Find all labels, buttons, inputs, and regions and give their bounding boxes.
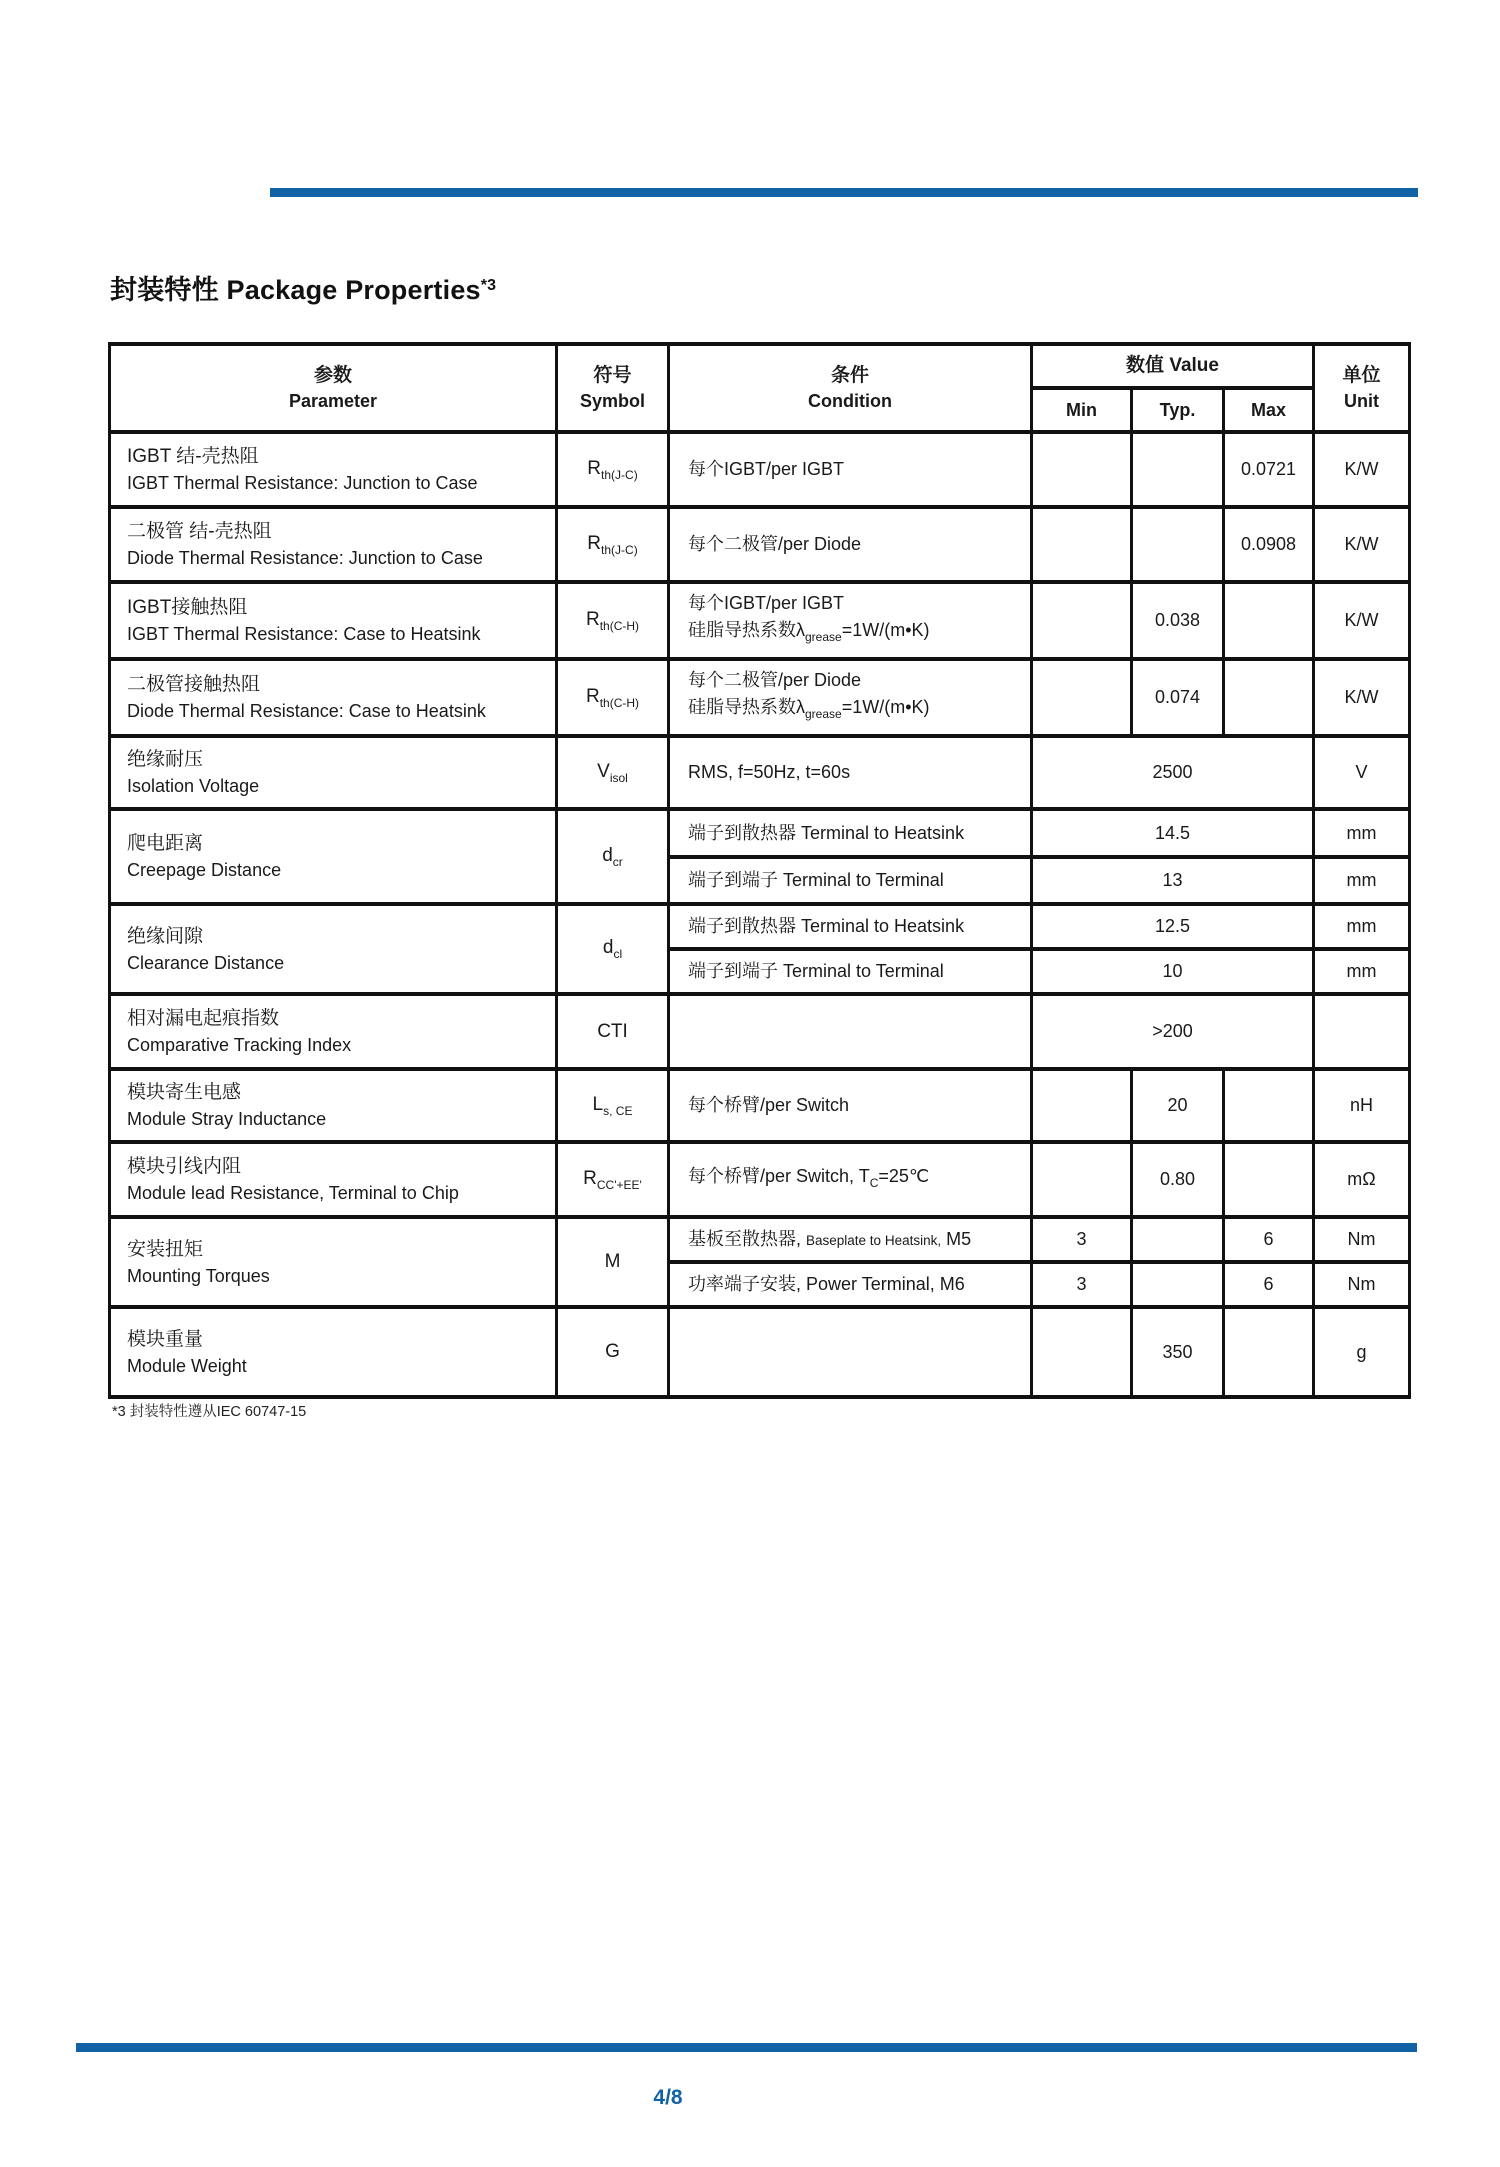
condition-line — [688, 820, 1024, 847]
unit-cell: K/W — [1314, 432, 1410, 507]
unit-cell: mm — [1314, 857, 1410, 904]
unit-cell: K/W — [1314, 507, 1410, 582]
value-min-cell — [1032, 1307, 1132, 1397]
symbol-base: V — [597, 760, 610, 782]
unit-cell: V — [1314, 736, 1410, 809]
param-cell — [110, 994, 557, 1069]
top-rule — [270, 188, 1418, 197]
param-zh: 模块重量 — [127, 1328, 204, 1350]
condition-line — [688, 1226, 1024, 1254]
symbol-base: d — [602, 937, 614, 958]
condition-cell — [669, 659, 1032, 736]
condition-cell — [669, 1217, 1032, 1262]
param-en: Module lead Resistance, Terminal to Chip — [127, 1183, 459, 1203]
param-en: IGBT Thermal Resistance: Junction to Case — [127, 473, 478, 493]
param-cell — [110, 1217, 557, 1307]
table-row — [110, 582, 1410, 659]
value-cell: 13 — [1032, 857, 1314, 904]
condition-line — [688, 867, 1024, 894]
title-footnote-ref: *3 — [480, 277, 497, 294]
value-max-cell — [1224, 1069, 1314, 1142]
unit-cell — [1314, 994, 1410, 1069]
value-cell: 2500 — [1032, 736, 1314, 809]
symbol-base: d — [602, 844, 613, 866]
unit-cell: g — [1314, 1307, 1410, 1397]
param-en: Module Weight — [127, 1355, 247, 1376]
table-row — [110, 1307, 1410, 1397]
text: RMS, f=50Hz, t=60s — [688, 762, 851, 782]
param-en: Isolation Voltage — [127, 776, 260, 796]
table-row — [110, 432, 1410, 507]
text: 每个二极管/per Diode — [688, 670, 862, 690]
text: M5 — [941, 1228, 972, 1249]
symbol-base: G — [605, 1341, 620, 1362]
value-max-cell — [1224, 1142, 1314, 1217]
header-condition: 条件 Condition — [669, 344, 1032, 432]
value-min-cell — [1032, 582, 1132, 659]
symbol-subscript: isol — [609, 770, 628, 785]
param-zh: IGBT接触热阻 — [127, 597, 248, 618]
unit-cell: K/W — [1314, 582, 1410, 659]
symbol-base: M — [604, 1251, 621, 1272]
text: 端子到散热器 Terminal to Heatsink — [688, 822, 965, 843]
param-zh: 二极管接触热阻 — [127, 674, 261, 695]
param-en: Creepage Distance — [127, 860, 282, 880]
value-typ-cell: 20 — [1132, 1069, 1224, 1142]
text: 每个IGBT/per IGBT — [688, 593, 845, 613]
header-symbol: 符号 Symbol — [557, 344, 669, 432]
text: =1W/(m•K) — [841, 620, 930, 640]
condition-cell — [669, 809, 1032, 857]
symbol-cell — [557, 582, 669, 659]
symbol-subscript: cr — [612, 854, 623, 869]
value-max-cell: 0.0908 — [1224, 507, 1314, 582]
symbol-base: CTI — [597, 1020, 628, 1042]
value-typ-cell: 0.038 — [1132, 582, 1224, 659]
param-cell — [110, 1069, 557, 1142]
param-zh: 相对漏电起痕指数 — [127, 1008, 280, 1029]
text: =1W/(m•K) — [841, 697, 930, 717]
condition-cell — [669, 736, 1032, 809]
table-body — [110, 432, 1410, 1397]
unit-cell: mm — [1314, 904, 1410, 949]
page-number: 4/8 — [653, 2086, 683, 2109]
value-cell: 12.5 — [1032, 904, 1314, 949]
condition-line — [688, 958, 1024, 985]
subscript-text: grease — [805, 707, 842, 721]
symbol-subscript: th(J-C) — [601, 542, 638, 557]
page-title — [110, 268, 496, 307]
condition-cell — [669, 1142, 1032, 1217]
param-en: Diode Thermal Resistance: Case to Heatsink — [127, 701, 486, 721]
text: 每个桥臂/per Switch, T — [688, 1165, 870, 1186]
title-en: Package Properties — [218, 275, 481, 305]
text: 硅脂导热系数λ — [688, 620, 805, 640]
table-header — [110, 344, 1410, 432]
value-typ-cell — [1132, 507, 1224, 582]
condition-cell — [669, 904, 1032, 949]
footnote: *3 封装特性遵从IEC 60747-15 — [112, 1404, 307, 1420]
condition-cell — [669, 582, 1032, 659]
symbol-base: R — [585, 608, 600, 630]
condition-cell — [669, 857, 1032, 904]
symbol-base: R — [583, 1167, 597, 1189]
condition-line — [688, 1163, 1024, 1197]
header-max: Max — [1224, 388, 1314, 432]
param-cell — [110, 809, 557, 904]
text: 每个IGBT/per IGBT — [688, 459, 845, 479]
subscript-text: C — [869, 1175, 879, 1190]
symbol-subscript: th(C-H) — [599, 618, 640, 633]
param-cell — [110, 736, 557, 809]
value-cell: >200 — [1032, 994, 1314, 1069]
condition-line — [688, 590, 1024, 617]
value-max-cell — [1224, 582, 1314, 659]
header-row-1 — [110, 344, 1410, 388]
value-typ-cell: 350 — [1132, 1307, 1224, 1397]
param-en: Module Stray Inductance — [127, 1109, 327, 1129]
value-min-cell — [1032, 507, 1132, 582]
symbol-cell — [557, 1142, 669, 1217]
header-parameter: 参数 Parameter — [110, 344, 557, 432]
text: 端子到散热器 Terminal to Heatsink — [688, 916, 965, 936]
unit-cell: nH — [1314, 1069, 1410, 1142]
condition-cell — [669, 1069, 1032, 1142]
package-properties-table — [108, 342, 1411, 1399]
small-text: Baseplate to Heatsink, — [806, 1232, 942, 1248]
bottom-rule — [76, 2043, 1417, 2052]
value-cell: 14.5 — [1032, 809, 1314, 857]
table-row — [110, 1217, 1410, 1262]
param-cell — [110, 904, 557, 994]
param-cell — [110, 582, 557, 659]
value-max-cell — [1224, 1307, 1314, 1397]
text: 每个二极管/per Diode — [688, 534, 862, 554]
symbol-subscript: th(J-C) — [601, 467, 638, 482]
value-max-cell: 6 — [1224, 1262, 1314, 1307]
unit-cell: mm — [1314, 809, 1410, 857]
symbol-cell — [557, 904, 669, 994]
table-row — [110, 1069, 1410, 1142]
value-max-cell: 6 — [1224, 1217, 1314, 1262]
param-en: Mounting Torques — [127, 1265, 270, 1286]
condition-cell — [669, 507, 1032, 582]
condition-line — [688, 617, 1024, 651]
param-zh: 爬电距离 — [127, 833, 204, 854]
unit-cell: mm — [1314, 949, 1410, 994]
unit-cell: Nm — [1314, 1262, 1410, 1307]
text: 功率端子安装, Power Terminal, M6 — [688, 1274, 965, 1294]
text: 端子到端子 Terminal to Terminal — [688, 870, 944, 890]
condition-line — [688, 531, 1024, 558]
value-cell: 10 — [1032, 949, 1314, 994]
symbol-base: R — [587, 457, 602, 479]
table-row — [110, 994, 1410, 1069]
symbol-subscript: th(C-H) — [599, 695, 640, 710]
condition-line — [688, 1092, 1024, 1119]
param-zh: 绝缘耐压 — [127, 749, 204, 770]
symbol-base: R — [587, 532, 602, 554]
condition-cell — [669, 1307, 1032, 1397]
value-min-cell — [1032, 432, 1132, 507]
text: 基板至散热器, — [688, 1228, 807, 1249]
condition-line — [688, 694, 1024, 728]
condition-cell — [669, 1262, 1032, 1307]
header-typ: Typ. — [1132, 388, 1224, 432]
condition-cell — [669, 432, 1032, 507]
param-zh: 二极管 结-壳热阻 — [127, 521, 272, 542]
value-max-cell — [1224, 659, 1314, 736]
condition-line — [688, 667, 1024, 694]
symbol-cell — [557, 1307, 669, 1397]
param-en: Clearance Distance — [127, 952, 285, 973]
param-cell — [110, 1142, 557, 1217]
unit-cell: Nm — [1314, 1217, 1410, 1262]
symbol-cell — [557, 1069, 669, 1142]
value-min-cell — [1032, 1069, 1132, 1142]
unit-cell: K/W — [1314, 659, 1410, 736]
text: =25℃ — [878, 1165, 930, 1186]
symbol-cell — [557, 432, 669, 507]
symbol-cell — [557, 736, 669, 809]
value-typ-cell — [1132, 432, 1224, 507]
condition-line — [688, 1271, 1024, 1298]
condition-line — [688, 456, 1024, 483]
table-row — [110, 659, 1410, 736]
param-cell — [110, 1307, 557, 1397]
symbol-cell — [557, 994, 669, 1069]
text: 硅脂导热系数λ — [688, 697, 805, 717]
text: 端子到端子 Terminal to Terminal — [688, 961, 944, 981]
header-value: 数值 Value — [1032, 344, 1314, 388]
condition-line — [688, 759, 1024, 786]
param-cell — [110, 659, 557, 736]
symbol-cell — [557, 659, 669, 736]
table-row — [110, 736, 1410, 809]
param-en: IGBT Thermal Resistance: Case to Heatsink — [127, 624, 481, 644]
header-min: Min — [1032, 388, 1132, 432]
symbol-subscript: s, CE — [603, 1103, 633, 1118]
value-typ-cell — [1132, 1217, 1224, 1262]
value-min-cell — [1032, 1142, 1132, 1217]
value-max-cell: 0.0721 — [1224, 432, 1314, 507]
param-cell — [110, 507, 557, 582]
table-row — [110, 1142, 1410, 1217]
symbol-cell — [557, 809, 669, 904]
condition-line — [688, 913, 1024, 940]
unit-cell: mΩ — [1314, 1142, 1410, 1217]
condition-cell — [669, 994, 1032, 1069]
symbol-subscript: CC'+EE' — [596, 1177, 642, 1192]
param-zh: 绝缘间隙 — [127, 925, 204, 947]
header-unit: 单位 Unit — [1314, 344, 1410, 432]
value-typ-cell: 0.80 — [1132, 1142, 1224, 1217]
value-typ-cell: 0.074 — [1132, 659, 1224, 736]
symbol-cell — [557, 507, 669, 582]
param-zh: IGBT 结-壳热阻 — [127, 446, 259, 467]
param-zh: 模块寄生电感 — [127, 1082, 242, 1103]
value-min-cell: 3 — [1032, 1217, 1132, 1262]
value-min-cell — [1032, 659, 1132, 736]
text: 每个桥臂/per Switch — [688, 1095, 850, 1115]
value-typ-cell — [1132, 1262, 1224, 1307]
symbol-base: L — [592, 1093, 604, 1115]
param-cell — [110, 432, 557, 507]
symbol-base: R — [585, 685, 600, 707]
param-zh: 模块引线内阻 — [127, 1156, 242, 1177]
param-en: Diode Thermal Resistance: Junction to Case — [127, 548, 483, 568]
condition-cell — [669, 949, 1032, 994]
symbol-subscript: cl — [613, 947, 623, 961]
value-min-cell: 3 — [1032, 1262, 1132, 1307]
symbol-cell — [557, 1217, 669, 1307]
param-en: Comparative Tracking Index — [127, 1035, 352, 1055]
table-row — [110, 904, 1410, 949]
title-zh: 封装特性 — [110, 275, 219, 305]
table-row — [110, 809, 1410, 857]
subscript-text: grease — [805, 630, 842, 644]
param-zh: 安装扭矩 — [127, 1238, 204, 1260]
table-row — [110, 507, 1410, 582]
